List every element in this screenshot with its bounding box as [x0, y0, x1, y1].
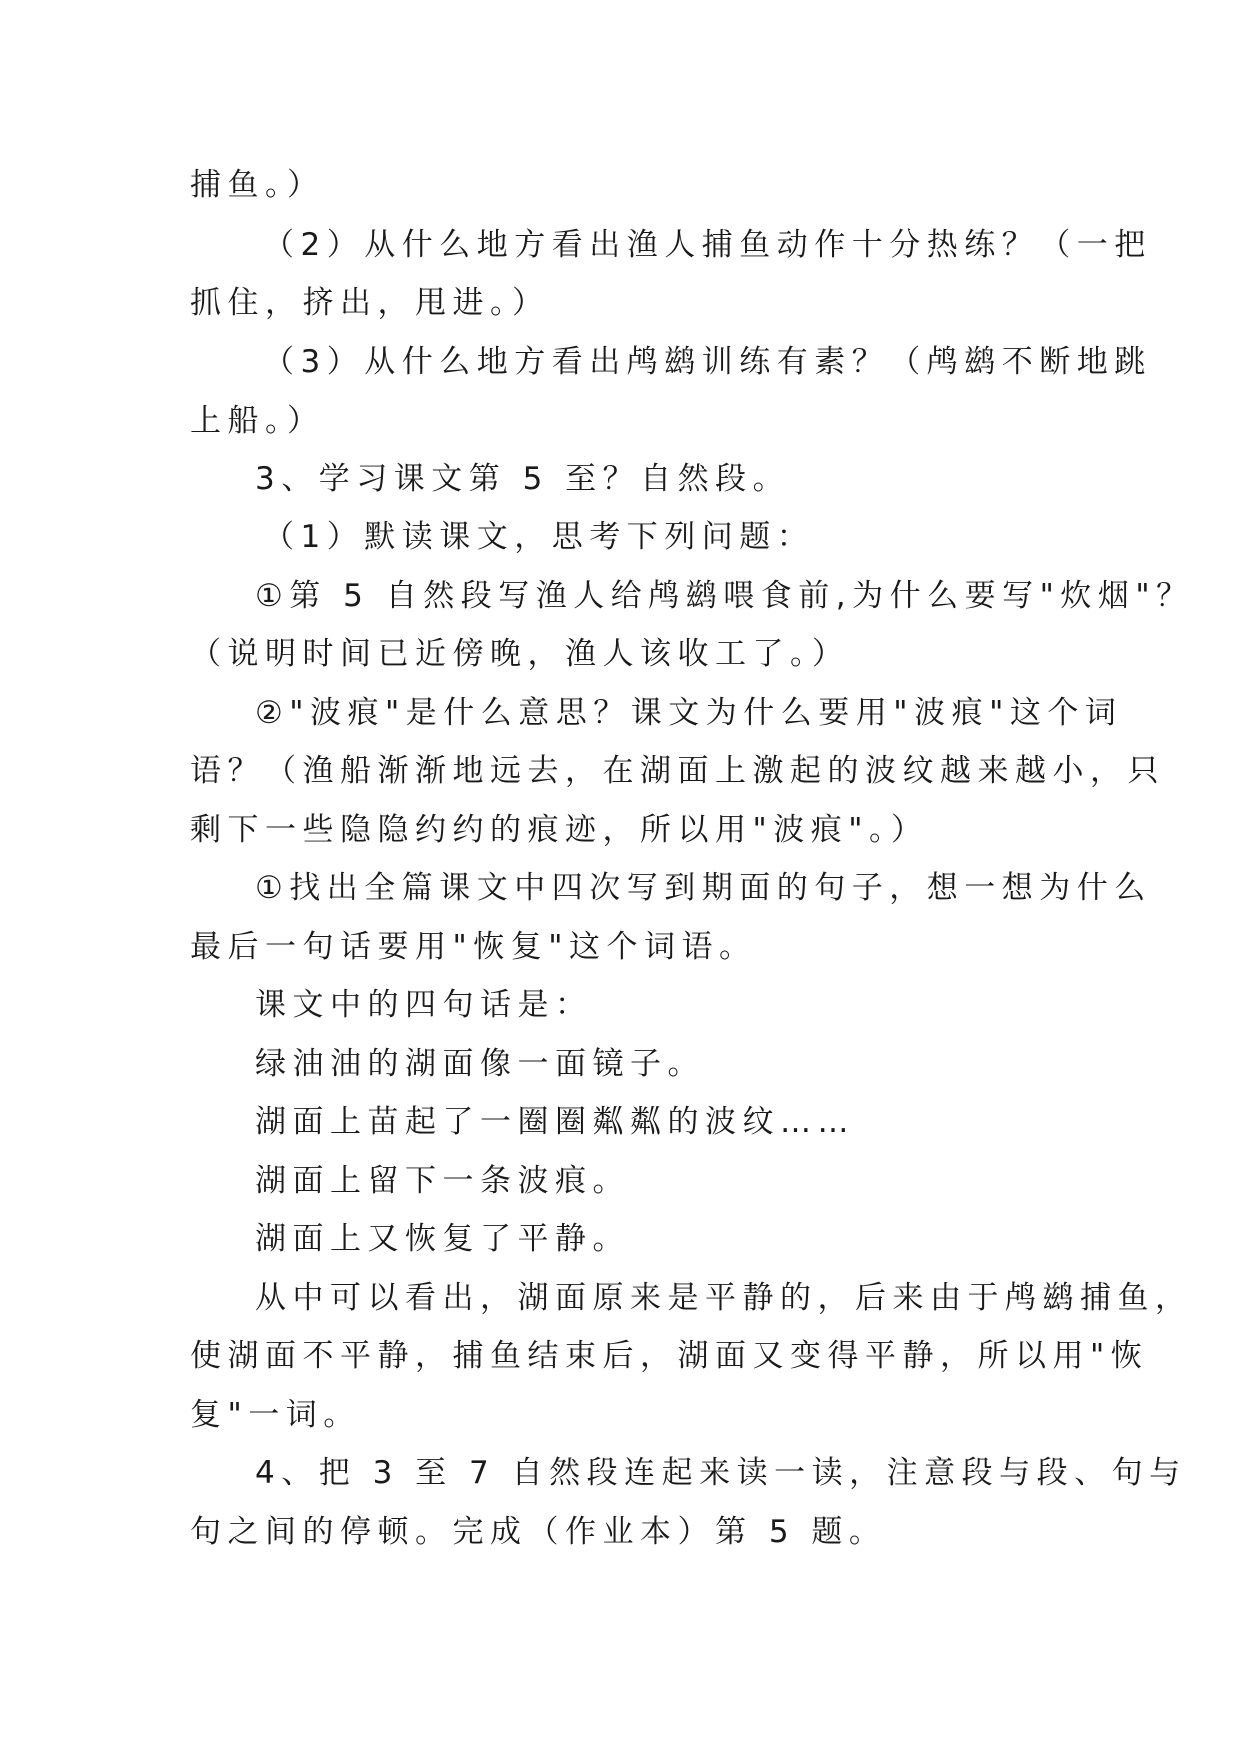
text-line: 从中可以看出，湖面原来是平静的，后来由于鸬鹚捕鱼， [255, 1280, 1193, 1316]
text-line: （说明时间已近傍晚，渔人该收工了。） [190, 636, 850, 672]
text-line: 绿油油的湖面像一面镜子。 [255, 1046, 705, 1082]
text-line: 湖面上苗起了一圈圈粼粼的波纹…… [255, 1104, 855, 1140]
text-line: 语？（渔船渐渐地远去，在湖面上激起的波纹越来越小，只 [190, 753, 1165, 789]
text-line: 捕鱼。） [190, 167, 325, 203]
text-line: 抓住，挤出，甩进。） [190, 285, 550, 321]
text-line: 湖面上又恢复了平静。 [255, 1221, 630, 1257]
text-line: 使湖面不平静，捕鱼结束后，湖面又变得平静，所以用"恢 [190, 1338, 1149, 1374]
text-line: ②"波痕"是什么意思？课文为什么要用"波痕"这个词 [255, 695, 1123, 731]
text-line: ①找出全篇课文中四次写到期面的句子，想一想为什么 [255, 870, 1152, 906]
text-line: （2）从什么地方看出渔人捕鱼动作十分热练？（一把 [263, 227, 1152, 263]
text-line: 课文中的四句话是： [255, 987, 593, 1023]
text-line: ①第 5 自然段写渔人给鸬鹚喂食前,为什么要写"炊烟"？ [255, 578, 1194, 614]
text-line: 3、学习课文第 5 至？自然段。 [255, 461, 791, 497]
text-line: （3）从什么地方看出鸬鹚训练有素？（鸬鹚不断地跳 [263, 344, 1152, 380]
text-line: 湖面上留下一条波痕。 [255, 1163, 630, 1199]
text-line: 上船。） [190, 403, 325, 439]
text-line: 句之间的停顿。完成（作业本）第 5 题。 [190, 1514, 887, 1550]
text-line: 4、把 3 至 7 自然段连起来读一读，注意段与段、句与 [255, 1455, 1187, 1491]
text-line: 最后一句话要用"恢复"这个词语。 [190, 929, 757, 965]
text-line: 剩下一些隐隐约约的痕迹，所以用"波痕"。） [190, 812, 929, 848]
text-line: （1）默读课文，思考下列问题： [263, 519, 815, 555]
text-line: 复"一词。 [190, 1397, 361, 1433]
